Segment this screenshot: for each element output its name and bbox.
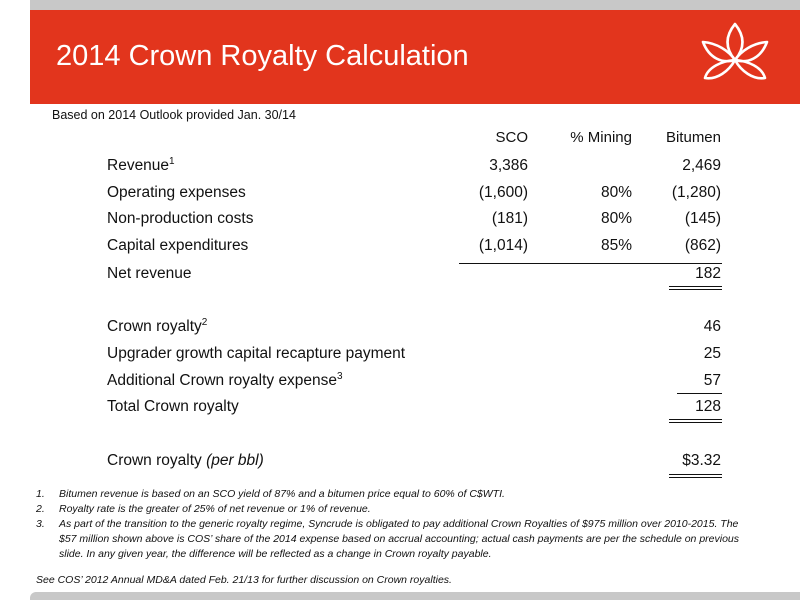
footnote-item: 2. Royalty rate is the greater of 25% of net revenue or 1% of revenue.: [36, 503, 371, 515]
cell-operating-bitumen: (1,280): [671, 184, 721, 201]
cell-crown-royalty-bitumen: 46: [703, 318, 721, 335]
subtotal-rule: [459, 263, 722, 264]
cell-operating-mining: 80%: [600, 184, 632, 201]
footnotes: [36, 487, 756, 562]
cell-operating-sco: (1,600): [478, 184, 528, 201]
cell-net-revenue-bitumen: 182: [695, 265, 721, 282]
cell-capex-mining: 85%: [600, 237, 632, 254]
double-rule-bottom: [669, 289, 722, 290]
cell-revenue-sco: 3,386: [489, 157, 528, 174]
page-title: 2014 Crown Royalty Calculation: [56, 40, 469, 72]
footnote-ref: 3: [337, 370, 343, 382]
cell-nonprod-mining: 80%: [600, 210, 632, 227]
row-label-net-revenue: Net revenue: [107, 265, 192, 282]
row-label-upgrader-recapture: Upgrader growth capital recapture payment: [107, 345, 406, 362]
row-label-non-production-costs: Non-production costs: [107, 210, 254, 227]
double-rule-bottom: [669, 422, 722, 423]
row-label-crown-royalty: Crown royalty$^2$: [107, 316, 208, 335]
row-label-capital-expenditures: Capital expenditures: [107, 237, 249, 254]
footnote-item: 1. Bitumen revenue is based on an SCO yield of 87% and a bitumen price equal to 60% of C$WTI.: [36, 488, 505, 500]
footnote-ref: 1: [169, 155, 175, 167]
row-label-additional-crown-royalty: Additional Crown royalty expense$^3$: [107, 370, 343, 389]
top-accent-strip: [30, 0, 800, 10]
cell-capex-bitumen: (862): [684, 237, 721, 254]
reference-note: See COS’ 2012 Annual MD&A dated Feb. 21/13 for further discussion on Crown royalties.: [36, 574, 452, 586]
subtitle: Based on 2014 Outlook provided Jan. 30/14: [52, 108, 296, 122]
cell-nonprod-bitumen: (145): [684, 210, 721, 227]
cell-additional-crown-royalty-bitumen: 57: [703, 372, 721, 389]
row-label-crown-royalty-per-bbl: Crown royalty (per bbl): [107, 452, 264, 469]
double-rule-top: [669, 474, 722, 475]
bottom-accent-strip: [30, 592, 800, 600]
cell-crown-royalty-per-bbl: $3.32: [682, 452, 721, 469]
double-rule-top: [669, 286, 722, 287]
footnote-item: 3. As part of the transition to the generic royalty regime, Syncrude is obligated to pay additional Crown Royalties of $975 million over 2010-2015. The $57 million shown above is COS’ share of the 2014 expense based on accrual accounting; actual cash payments are per the schedule on previous slide. In any given year, the difference will be reflected as a change in Crown royalty payable.: [36, 518, 740, 560]
double-rule-bottom: [669, 477, 722, 478]
column-header-bitumen: Bitumen: [665, 129, 721, 146]
footnote-ref: 2: [201, 316, 208, 328]
cell-total-crown-royalty-bitumen: 128: [695, 398, 721, 415]
double-rule-top: [669, 419, 722, 420]
column-header-mining: % Mining: [570, 129, 632, 146]
cell-nonprod-sco: (181): [491, 210, 528, 227]
subtotal-rule: [677, 393, 722, 394]
column-header-sco: SCO: [495, 129, 528, 146]
cell-revenue-bitumen: 2,469: [682, 157, 721, 174]
cell-upgrader-recapture-bitumen: 25: [703, 345, 721, 362]
cell-capex-sco: (1,014): [478, 237, 528, 254]
row-label-operating-expenses: Operating expenses: [107, 184, 246, 201]
maple-leaf-logo-icon: [695, 20, 775, 92]
row-label-revenue: Revenue$^1$: [107, 155, 175, 174]
row-label-total-crown-royalty: Total Crown royalty: [107, 398, 239, 415]
